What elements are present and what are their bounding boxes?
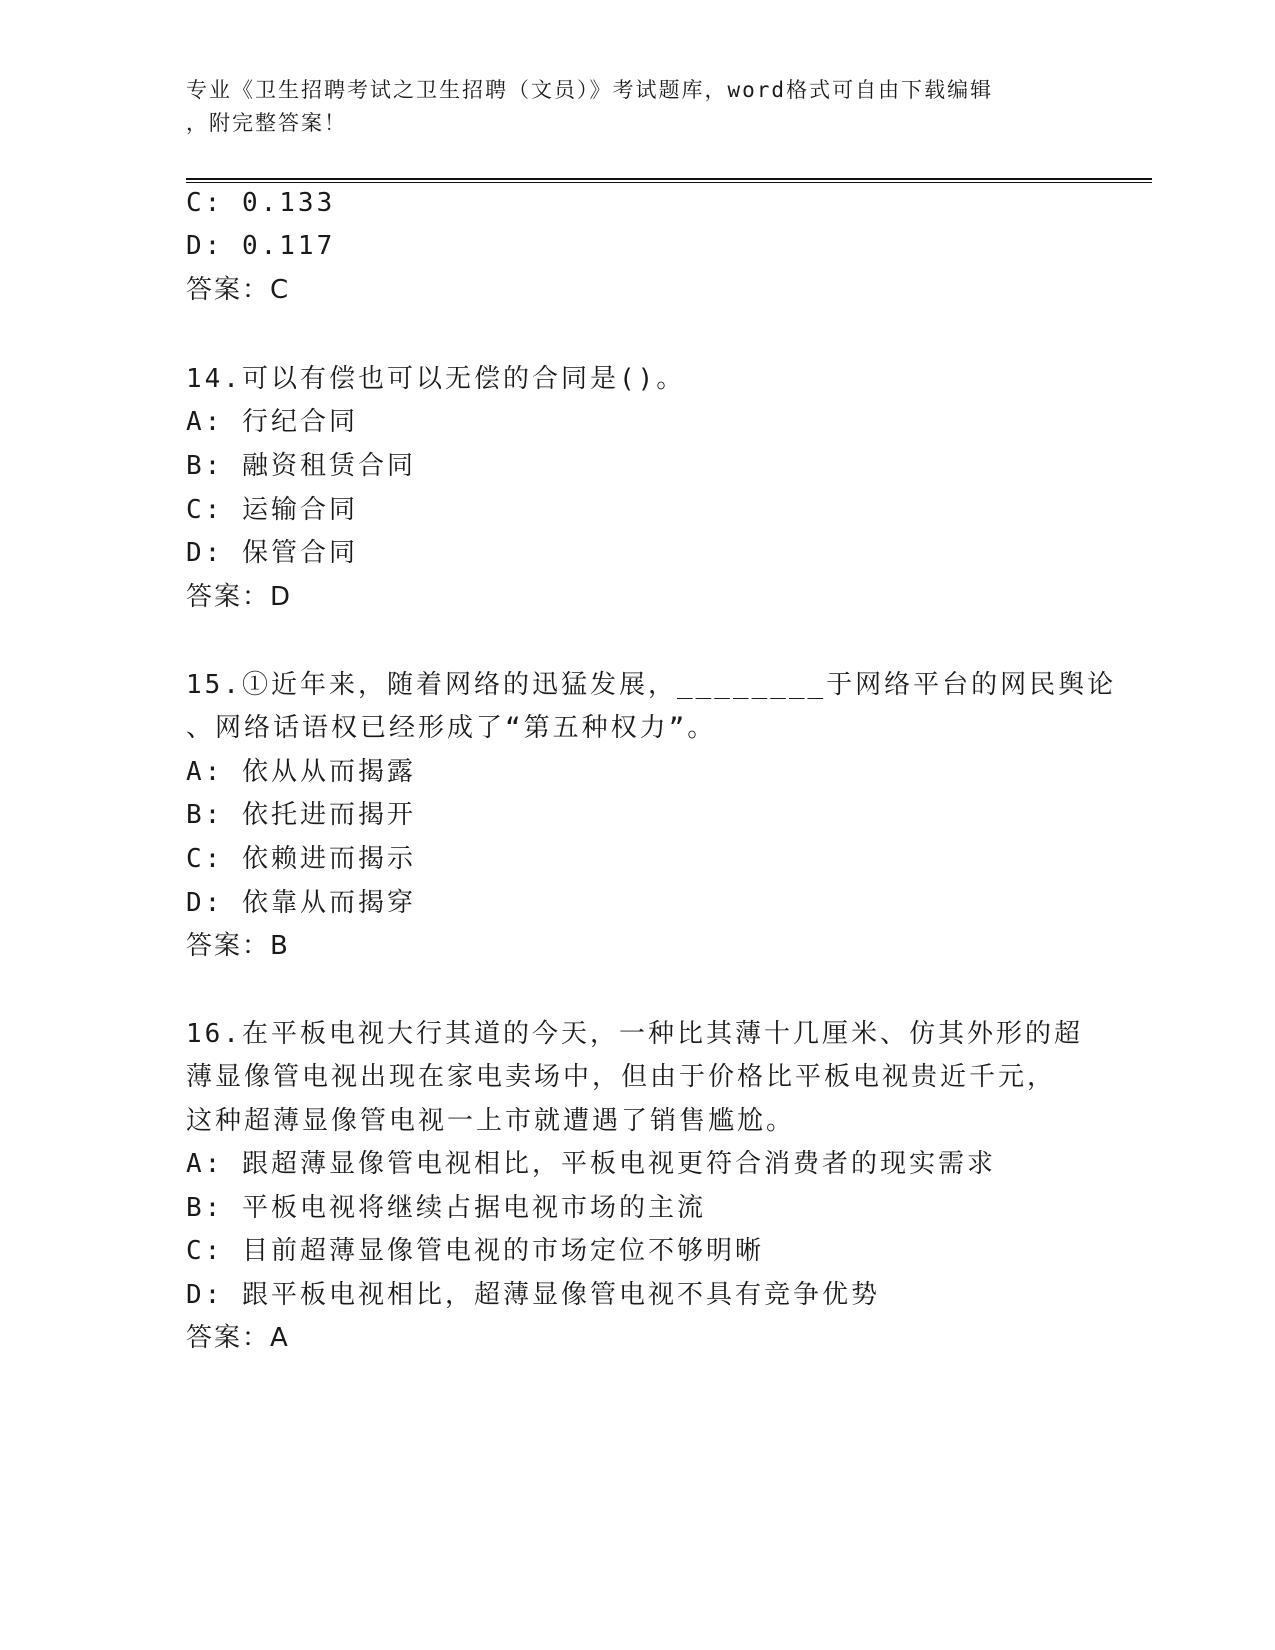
q14-answer: 答案：D: [186, 582, 293, 612]
q15-answer: 答案：B: [186, 931, 290, 961]
q15-question-line-1: 15.①近年来，随着网络的迅猛发展，________于网络平台的网民舆论: [186, 670, 1117, 700]
header-divider: [186, 178, 1152, 183]
q16-question-line-1: 16.在平板电视大行其道的今天，一种比其薄十几厘米、仿其外形的超: [186, 1019, 1083, 1049]
q16-answer: 答案：A: [186, 1323, 290, 1353]
q14-option-a: A: 行纪合同: [186, 407, 358, 437]
q16-option-c: C: 目前超薄显像管电视的市场定位不够明晰: [186, 1236, 764, 1266]
q15-option-b: B: 依托进而揭开: [186, 800, 416, 830]
q15-option-d: D: 依靠从而揭穿: [186, 888, 416, 918]
q14-option-b: B: 融资租赁合同: [186, 451, 416, 481]
q15-option-c: C: 依赖进而揭示: [186, 844, 416, 874]
q16-option-b: B: 平板电视将继续占据电视市场的主流: [186, 1193, 706, 1223]
q15-question-line-2: 、网络话语权已经形成了“第五种权力”。: [186, 713, 717, 743]
q15-option-a: A: 依从从而揭露: [186, 757, 416, 787]
header-title-line-1: 专业《卫生招聘考试之卫生招聘（文员）》考试题库，word格式可自由下载编辑: [186, 78, 994, 102]
q13-option-d: D: 0.117: [186, 231, 336, 261]
header-title-line-2: ，附完整答案！: [186, 111, 347, 135]
q16-question-line-3: 这种超薄显像管电视一上市就遭遇了销售尴尬。: [186, 1106, 796, 1136]
q14-option-d: D: 保管合同: [186, 538, 358, 568]
q16-question-line-2: 薄显像管电视出现在家电卖场中，但由于价格比平板电视贵近千元，: [186, 1062, 1057, 1092]
q16-option-a: A: 跟超薄显像管电视相比，平板电视更符合消费者的现实需求: [186, 1149, 996, 1179]
q14-option-c: C: 运输合同: [186, 495, 358, 525]
document-header: [186, 74, 1066, 140]
q13-answer: 答案：C: [186, 275, 291, 305]
q16-option-d: D: 跟平板电视相比，超薄显像管电视不具有竞争优势: [186, 1280, 880, 1310]
q14-question: 14.可以有偿也可以无偿的合同是()。: [186, 364, 686, 394]
q13-option-c: C: 0.133: [186, 188, 336, 218]
